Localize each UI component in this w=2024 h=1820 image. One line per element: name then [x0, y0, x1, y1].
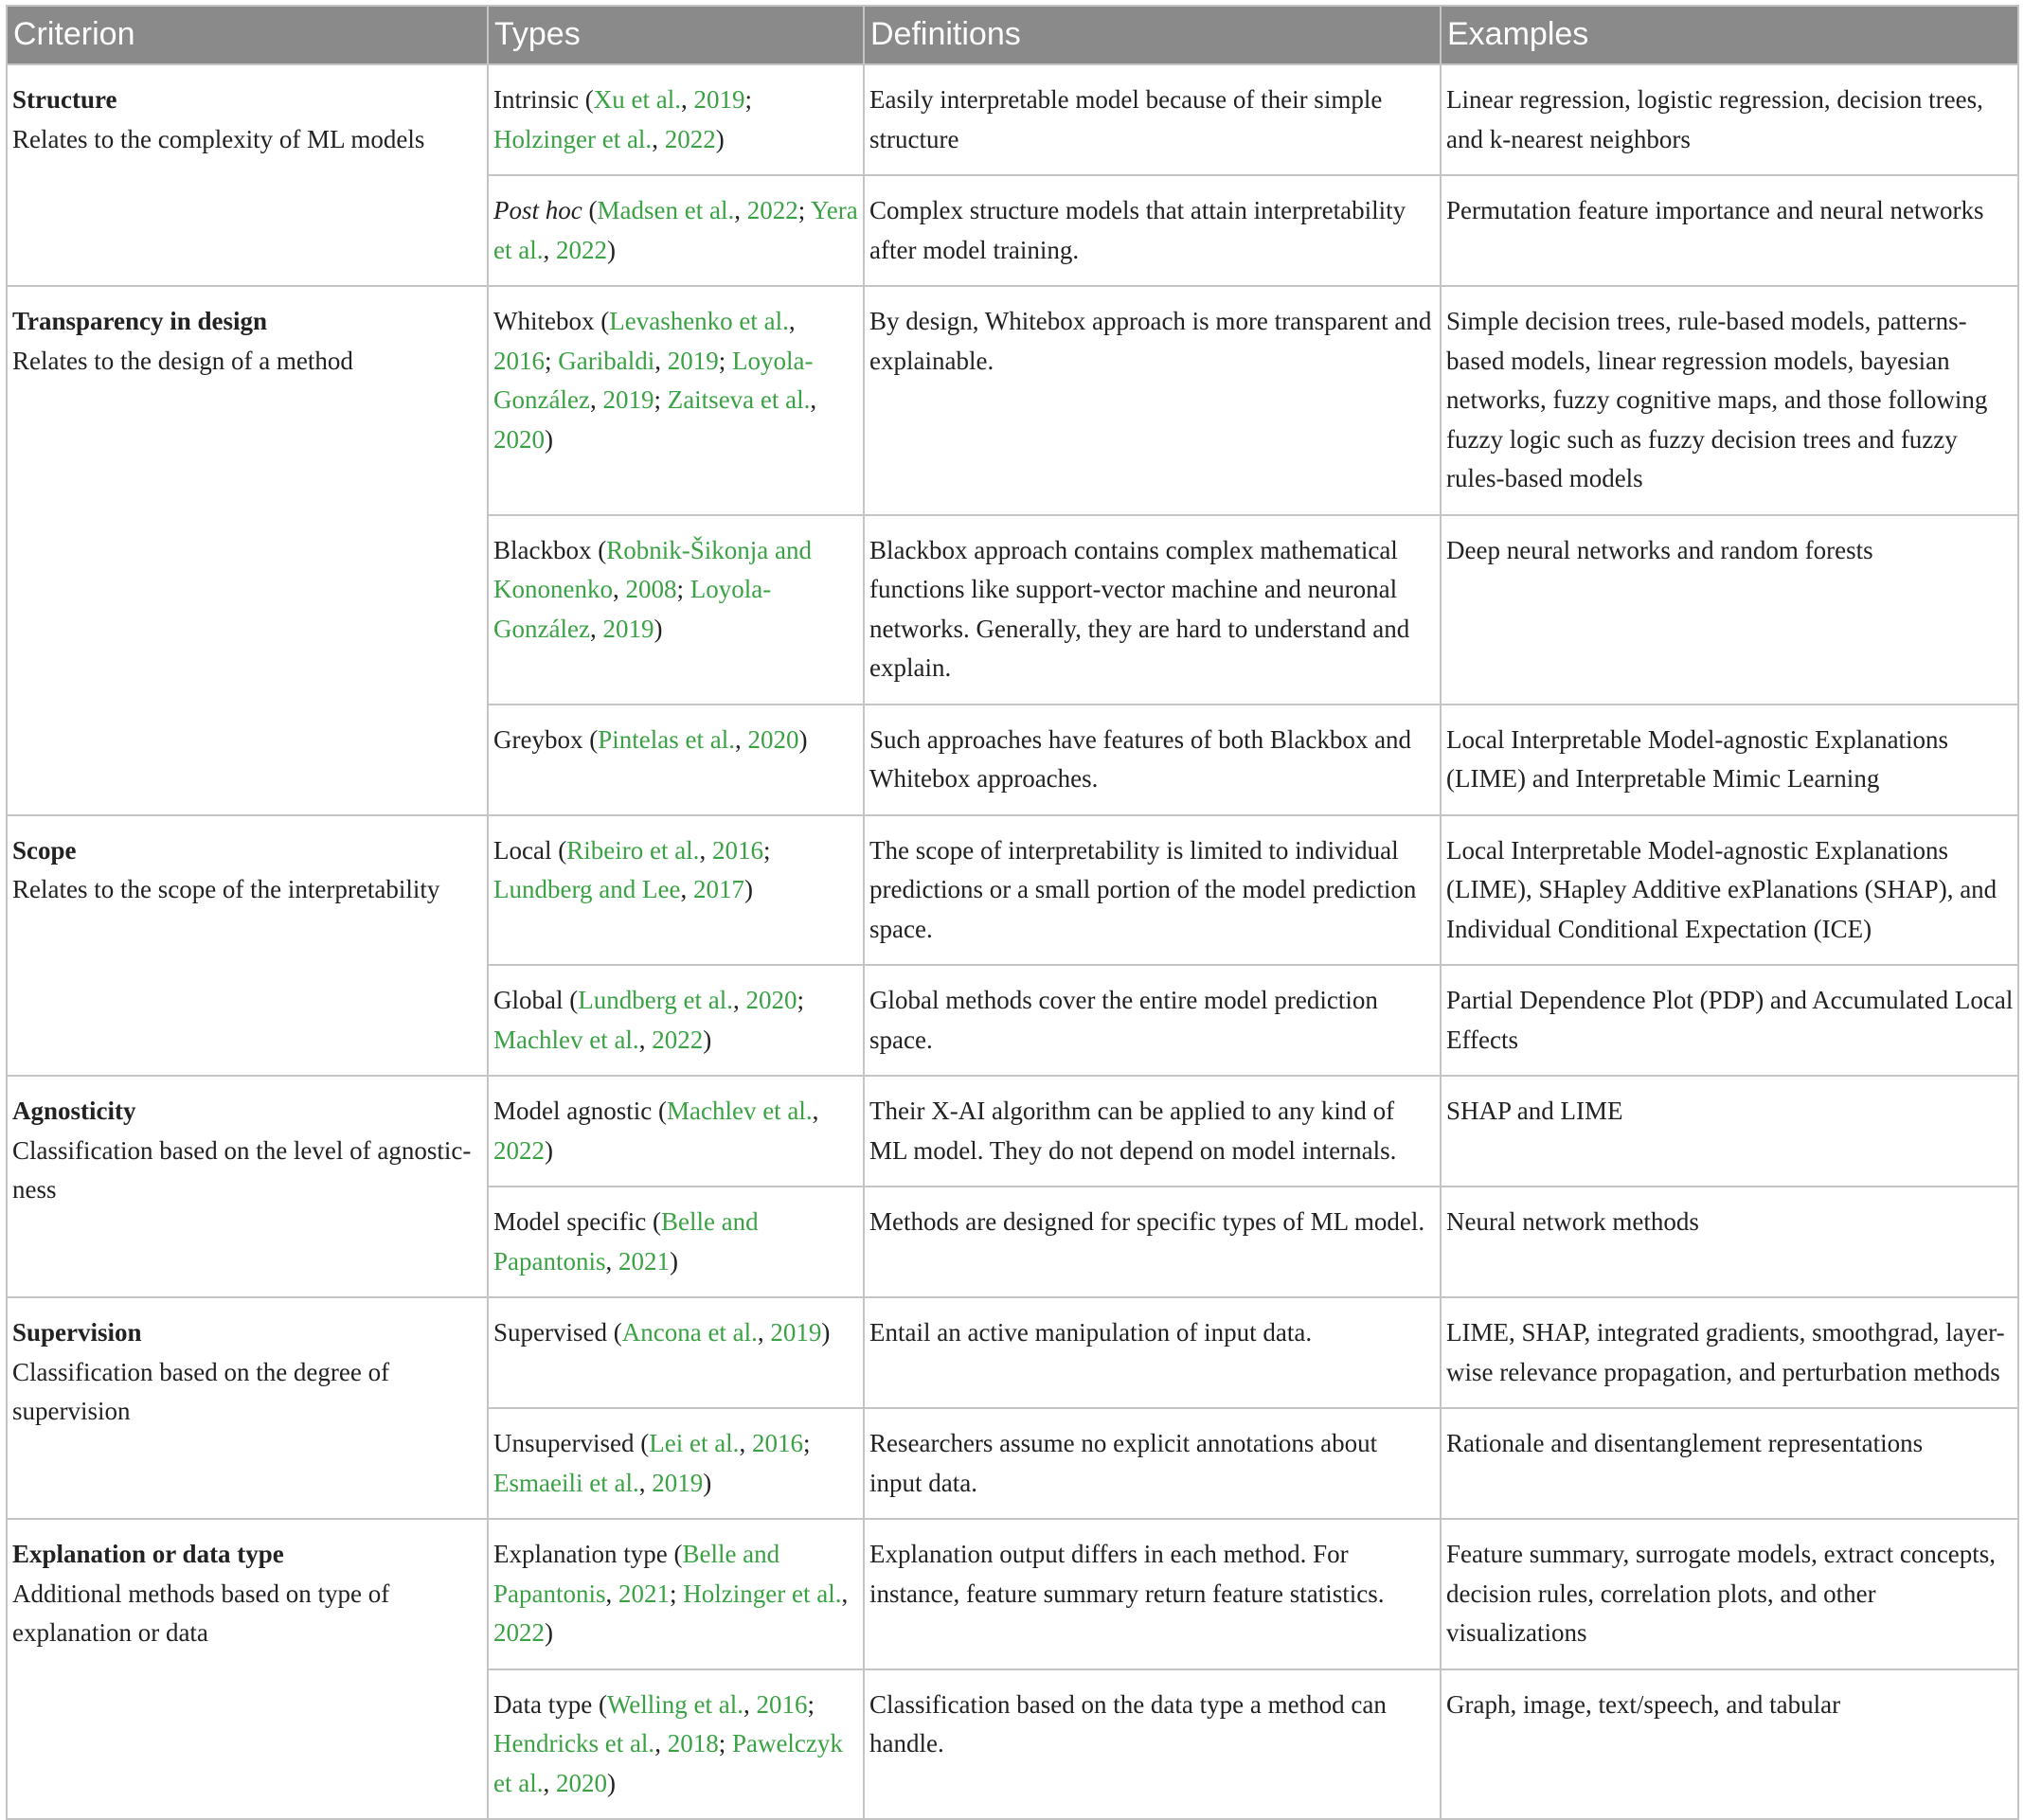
citation-author-link: Madsen et al.	[597, 196, 735, 224]
citation-author-link: Machlev et al.	[493, 1025, 639, 1054]
citation-year-link: 2019	[770, 1318, 822, 1347]
citation-year-link: 2019	[667, 346, 719, 375]
citation-separator: ;	[718, 1729, 732, 1758]
citation-year-link: 2022	[493, 1618, 545, 1647]
examples-cell: Permutation feature importance and neural networks	[1441, 175, 2018, 286]
type-cell	[488, 1669, 864, 1820]
criterion-name: Structure	[12, 85, 117, 114]
citation-separator: ;	[744, 85, 752, 114]
citation-year-link: 2021	[618, 1579, 670, 1608]
header-examples: Examples	[1441, 6, 2018, 64]
citation-separator: ,	[638, 1025, 653, 1054]
citation-author-link: Belle and Papantonis	[493, 1540, 780, 1608]
citation-close: )	[798, 724, 808, 754]
examples-cell: Deep neural networks and random forests	[1441, 515, 2018, 705]
table-row	[7, 1519, 2018, 1669]
examples-cell: Feature summary, surrogate models, extract concepts, decision rules, correlation plots, and other visualizations	[1441, 1519, 2018, 1669]
citation-author-link: Pawelczyk et al.	[493, 1729, 843, 1797]
citation-separator: ,	[680, 85, 694, 114]
examples-cell: Neural network methods	[1441, 1187, 2018, 1297]
definition-cell: Entail an active manipulation of input data.	[864, 1297, 1441, 1408]
citation-author-link: Yera et al.	[493, 196, 858, 264]
citation-separator: ;	[654, 385, 668, 414]
header-criterion: Criterion	[7, 6, 488, 64]
type-cell	[488, 965, 864, 1076]
definition-cell: Global methods cover the entire model prediction space.	[864, 965, 1441, 1076]
citation-separator: (	[551, 835, 567, 865]
citation-separator: (	[646, 1207, 661, 1236]
criterion-name: Agnosticity	[12, 1097, 136, 1125]
citation-year-link: 2016	[756, 1689, 808, 1719]
table-row	[7, 286, 2018, 515]
type-name: Greybox	[493, 724, 583, 754]
citation-separator: ;	[762, 835, 771, 865]
citation-separator: ,	[788, 307, 796, 335]
citation-separator: ;	[797, 196, 811, 224]
citation-year-link: 2019	[602, 385, 654, 414]
citation-close: )	[545, 424, 553, 454]
type-name: Data type	[493, 1689, 593, 1719]
examples-cell: Local Interpretable Model-agnostic Explanations (LIME), SHapley Additive exPlanations (SHAP), and Individual Conditional Expectation (ICE)	[1441, 815, 2018, 966]
citation-author-link: Belle and Papantonis	[493, 1207, 759, 1276]
citation-year-link: 2020	[555, 1768, 607, 1797]
criterion-cell	[7, 64, 488, 286]
criterion-description: Relates to the design of a method	[12, 346, 353, 375]
header-types: Types	[488, 6, 864, 64]
table-header	[7, 6, 2018, 64]
type-name: Global	[493, 986, 564, 1014]
citation-separator: (	[592, 1689, 607, 1719]
citation-author-link: Pintelas et al.	[598, 724, 735, 754]
examples-cell: Local Interpretable Model-agnostic Explanations (LIME) and Interpretable Mimic Learning	[1441, 705, 2018, 815]
definition-cell: Blackbox approach contains complex mathematical functions like support-vector machine and neuronal networks. Generally, they are hard to understand and explain.	[864, 515, 1441, 705]
citation-year-link: 2022	[493, 1135, 545, 1165]
citation-year-link: 2020	[747, 724, 799, 754]
citation-separator: ,	[638, 1468, 653, 1497]
definition-cell: Their X-AI algorithm can be applied to any kind of ML model. They do not depend on model internals.	[864, 1076, 1441, 1187]
type-name: Model specific	[493, 1207, 647, 1236]
citation-year-link: 2021	[618, 1246, 670, 1276]
citation-author-link: Hendricks et al.	[493, 1729, 655, 1758]
citation-author-link: Machlev et al.	[666, 1097, 813, 1125]
definition-cell: By design, Whitebox approach is more transparent and explainable.	[864, 286, 1441, 515]
criterion-cell	[7, 1076, 488, 1297]
table-row	[7, 1297, 2018, 1408]
criterion-name: Scope	[12, 835, 77, 865]
examples-cell: Rationale and disentanglement representations	[1441, 1408, 2018, 1519]
citation-separator: ,	[812, 1097, 819, 1125]
criterion-description: Additional methods based on type of explanation or data	[12, 1579, 390, 1647]
type-cell	[488, 705, 864, 815]
citation-close: )	[670, 1246, 678, 1276]
type-name: Post hoc	[493, 196, 582, 224]
citation-year-link: 2019	[602, 614, 654, 643]
citation-author-link: Levashenko et al.	[609, 307, 789, 335]
definition-cell: Researchers assume no explicit annotations about input data.	[864, 1408, 1441, 1519]
type-cell	[488, 1519, 864, 1669]
citation-year-link: 2022	[652, 1025, 704, 1054]
citation-author-link: Lundberg and Lee	[493, 875, 681, 903]
criterion-cell	[7, 1297, 488, 1519]
table-body	[7, 64, 2018, 1819]
type-cell	[488, 286, 864, 515]
citation-separator: ;	[807, 1689, 815, 1719]
criterion-name: Explanation or data type	[12, 1540, 284, 1568]
citation-separator: ,	[841, 1579, 849, 1608]
citation-separator: ,	[654, 346, 668, 375]
type-name: Intrinsic	[493, 85, 579, 114]
citation-close: )	[703, 1468, 712, 1497]
citation-separator: ;	[797, 986, 804, 1014]
examples-cell: Graph, image, text/speech, and tabular	[1441, 1669, 2018, 1820]
type-cell	[488, 175, 864, 286]
header-definitions: Definitions	[864, 6, 1441, 64]
xai-classification-table	[6, 5, 2019, 1820]
citation-separator: ,	[734, 724, 748, 754]
definition-cell: Easily interpretable model because of their simple structure	[864, 64, 1441, 175]
table-row	[7, 815, 2018, 966]
citation-separator: ,	[680, 875, 693, 903]
citation-separator: (	[594, 307, 610, 335]
criterion-cell	[7, 1519, 488, 1819]
citation-year-link: 2020	[745, 986, 797, 1014]
table-row	[7, 64, 2018, 175]
citation-separator: (	[591, 535, 607, 564]
citation-author-link: Welling et al.	[606, 1689, 743, 1719]
examples-cell: Partial Dependence Plot (PDP) and Accumulated Local Effects	[1441, 965, 2018, 1076]
citation-close: )	[703, 1025, 712, 1054]
criterion-name: Transparency in design	[12, 307, 268, 335]
citation-separator: ,	[654, 1729, 668, 1758]
citation-author-link: Robnik-Šikonja and Kononenko	[493, 535, 812, 603]
citation-author-link: Lundberg et al.	[578, 986, 733, 1014]
citation-year-link: 2019	[693, 85, 745, 114]
citation-author-link: Esmaeili et al.	[493, 1468, 639, 1497]
citation-separator: (	[582, 724, 599, 754]
type-name: Whitebox	[493, 307, 595, 335]
examples-cell: LIME, SHAP, integrated gradients, smoothgrad, layer-wise relevance propagation, and perturbation methods	[1441, 1297, 2018, 1408]
citation-separator: ,	[743, 1689, 757, 1719]
criterion-description: Relates to the scope of the interpretability	[12, 875, 440, 903]
citation-separator: (	[582, 196, 598, 224]
citation-year-link: 2022	[664, 124, 716, 153]
citation-separator: ,	[543, 1768, 556, 1797]
citation-separator: ;	[545, 346, 559, 375]
type-name: Model agnostic	[493, 1097, 653, 1125]
type-cell	[488, 1408, 864, 1519]
citation-separator: ,	[652, 124, 665, 153]
citation-author-link: Garibaldi	[558, 346, 655, 375]
type-cell	[488, 1076, 864, 1187]
definition-cell: Methods are designed for specific types of ML model.	[864, 1187, 1441, 1297]
definition-cell: Explanation output differs in each method. For instance, feature summary return feature statistics.	[864, 1519, 1441, 1669]
citation-separator: ,	[739, 1429, 752, 1457]
citation-year-link: 2022	[555, 235, 607, 264]
type-name: Local	[493, 835, 552, 865]
examples-cell: SHAP and LIME	[1441, 1076, 2018, 1187]
citation-author-link: Ancona et al.	[621, 1318, 758, 1347]
examples-cell: Linear regression, logistic regression, decision trees, and k-nearest neighbors	[1441, 64, 2018, 175]
definition-cell: The scope of interpretability is limited to individual predictions or a small portion of the model prediction space.	[864, 815, 1441, 966]
criterion-name: Supervision	[12, 1318, 142, 1347]
type-cell	[488, 1297, 864, 1408]
citation-separator: ;	[670, 1579, 684, 1608]
citation-separator: ,	[605, 1246, 618, 1276]
citation-year-link: 2020	[493, 424, 545, 454]
criterion-description: Relates to the complexity of ML models	[12, 124, 425, 153]
citation-close: )	[821, 1318, 831, 1347]
citation-separator: ,	[605, 1579, 618, 1608]
citation-author-link: Xu et al.	[593, 85, 681, 114]
citation-year-link: 2016	[493, 346, 545, 375]
type-cell	[488, 1187, 864, 1297]
citation-separator: (	[652, 1097, 667, 1125]
citation-close: )	[545, 1135, 553, 1165]
citation-author-link: Zaitseva et al.	[667, 385, 811, 414]
header-row	[7, 6, 2018, 64]
citation-author-link: Loyola-González	[493, 575, 772, 643]
type-name: Blackbox	[493, 535, 592, 564]
citation-close: )	[606, 235, 616, 264]
citation-separator: ,	[734, 196, 747, 224]
criterion-description: Classification based on the level of agnostic-ness	[12, 1135, 472, 1204]
definition-cell: Classification based on the data type a method can handle.	[864, 1669, 1441, 1820]
table-row	[7, 1076, 2018, 1187]
citation-separator: (	[606, 1318, 622, 1347]
citation-close: )	[606, 1768, 616, 1797]
citation-year-link: 2016	[751, 1429, 803, 1457]
citation-separator: ,	[810, 385, 817, 414]
citation-year-link: 2018	[667, 1729, 719, 1758]
type-name: Explanation type	[493, 1540, 668, 1568]
citation-year-link: 2008	[625, 575, 677, 603]
type-cell	[488, 815, 864, 966]
type-name: Unsupervised	[493, 1429, 635, 1457]
citation-separator: ,	[589, 385, 603, 414]
citation-close: )	[545, 1618, 553, 1647]
citation-separator: ,	[699, 835, 712, 865]
criterion-cell	[7, 286, 488, 815]
definition-cell: Such approaches have features of both Blackbox and Whitebox approaches.	[864, 705, 1441, 815]
citation-separator: (	[563, 986, 579, 1014]
citation-close: )	[654, 614, 663, 643]
citation-separator: (	[667, 1540, 683, 1568]
citation-separator: ;	[802, 1429, 811, 1457]
citation-author-link: Ribeiro et al.	[566, 835, 700, 865]
citation-separator: ,	[732, 986, 746, 1014]
examples-cell: Simple decision trees, rule-based models, patterns-based models, linear regression models, bayesian networks, fuzzy cognitive maps, and those following fuzzy logic such as fuzzy decision trees and fuzzy rules-based models	[1441, 286, 2018, 515]
type-name: Supervised	[493, 1318, 607, 1347]
citation-year-link: 2022	[746, 196, 798, 224]
citation-separator: ;	[718, 346, 732, 375]
citation-author-link: Loyola-González	[493, 346, 814, 414]
citation-separator: ,	[589, 614, 603, 643]
citation-separator: ;	[676, 575, 690, 603]
citation-author-link: Lei et al.	[649, 1429, 740, 1457]
citation-separator: (	[578, 85, 594, 114]
citation-separator: (	[634, 1429, 650, 1457]
citation-close: )	[715, 124, 725, 153]
criterion-cell	[7, 815, 488, 1077]
citation-separator: ,	[612, 575, 626, 603]
criterion-description: Classification based on the degree of supervision	[12, 1357, 390, 1425]
type-cell	[488, 515, 864, 705]
definition-cell: Complex structure models that attain interpretability after model training.	[864, 175, 1441, 286]
citation-author-link: Holzinger et al.	[493, 124, 653, 153]
citation-year-link: 2016	[711, 835, 763, 865]
citation-year-link: 2019	[652, 1468, 704, 1497]
citation-separator: ,	[543, 235, 556, 264]
citation-separator: ,	[757, 1318, 771, 1347]
citation-close: )	[743, 875, 753, 903]
citation-author-link: Holzinger et al.	[683, 1579, 842, 1608]
citation-year-link: 2017	[692, 875, 744, 903]
type-cell	[488, 64, 864, 175]
